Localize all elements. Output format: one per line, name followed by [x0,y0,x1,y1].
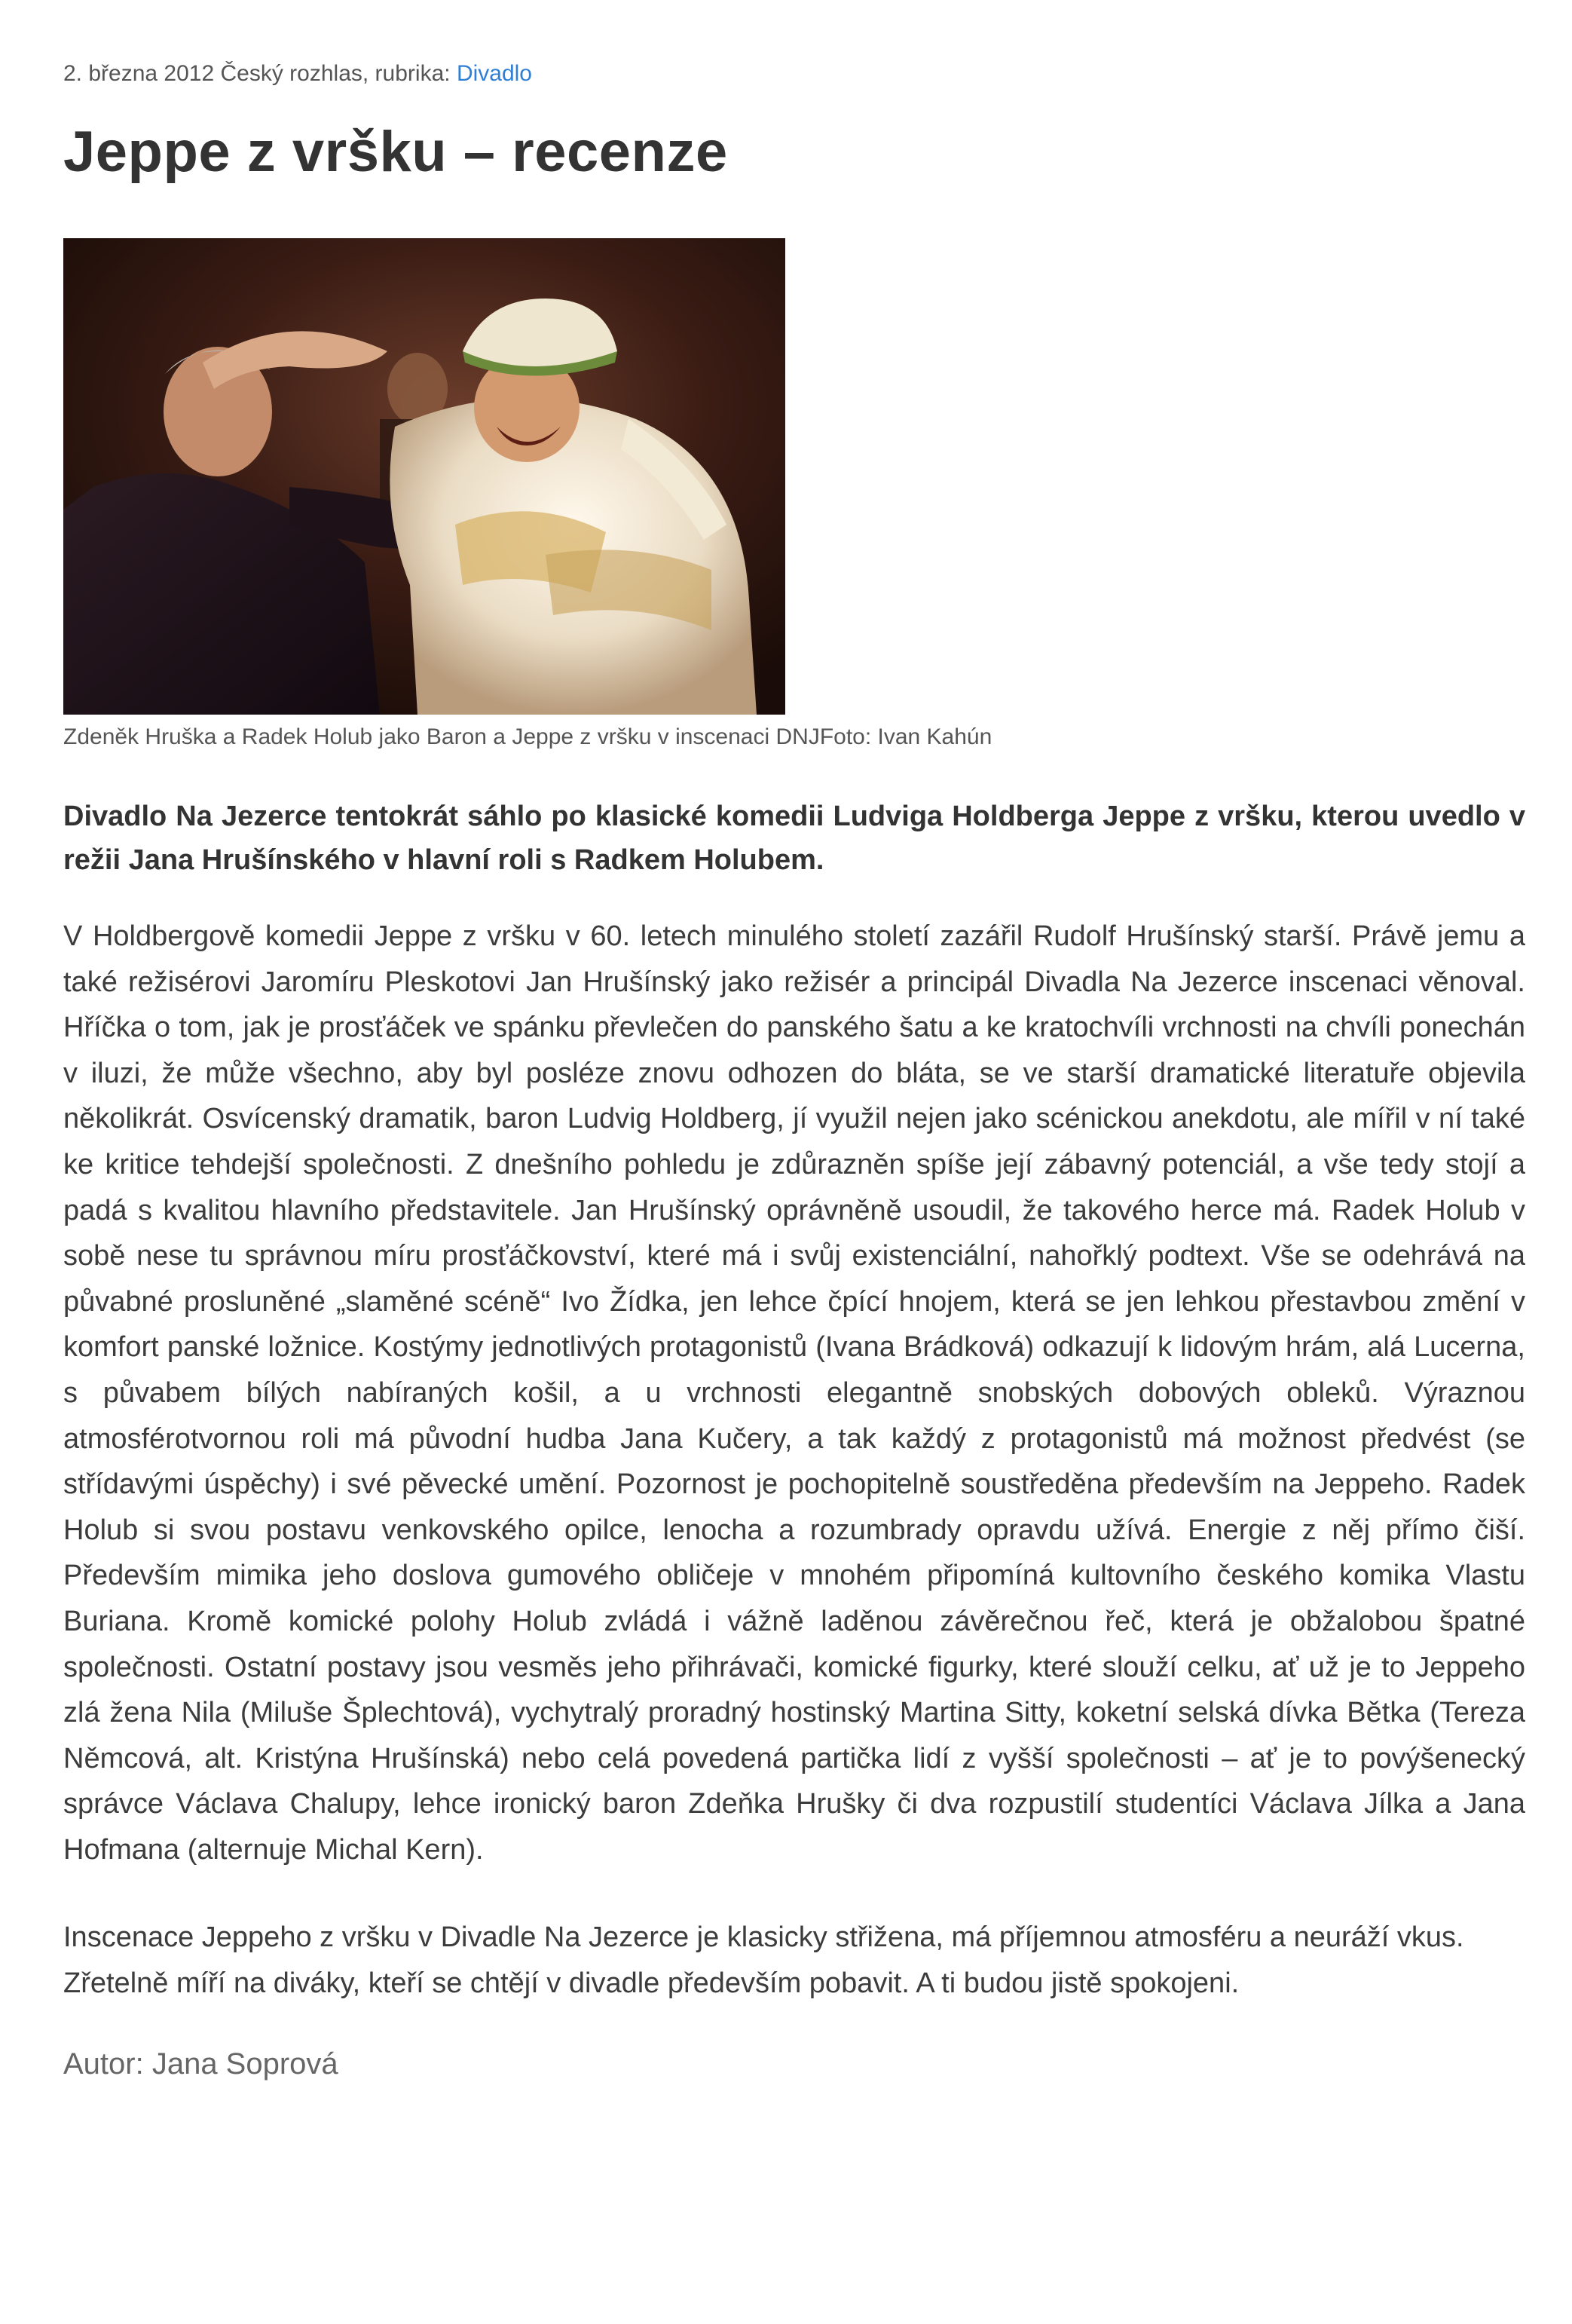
article-meta [63,59,1525,89]
article-closing: Inscenace Jeppeho z vršku v Divadle Na Jezerce je klasicky střižena, má příjemnou atmosféru a neuráží vkus. Zřetelně míří na diváky, kteří se chtějí v divadle především pobavit. A ti budou jistě spokojeni. [63,1921,1464,2000]
article-photo-figure [63,238,992,752]
theatre-photo [63,238,785,715]
article-author: Autor: Jana Soprová [63,2047,338,2081]
article-title: Jeppe z vršku – recenze [63,120,728,184]
photo-caption: Zdeněk Hruška a Radek Holub jako Baron a Jeppe z vršku v inscenaci DNJFoto: Ivan Kahún [63,724,992,749]
article-body: V Holdbergově komedii Jeppe z vršku v 60. letech minulého století zazářil Rudolf Hrušínský starší. Právě jemu a také režisérovi Jaromíru Pleskotovi Jan Hrušínský jako režisér a principál Divadla Na Jezerce inscenaci věnoval. Hříčka o tom, jak je prosťáček ve spánku převlečen do panského šatu a ke kratochvíli vrchnosti na chvíli ponechán v iluzi, že může všechno, aby byl posléze znovu odhozen do bláta, se ve starší dramatické literatuře objevila několikrát. Osvícenský dramatik, baron Ludvig Holdberg, jí využil nejen jako scénickou anekdotu, ale mířil v ní také ke kritice tehdejší společnosti. Z dnešního pohledu je zdůrazněn spíše její zábavný potenciál, a vše tedy stojí a padá s kvalitou hlavního představitele. Jan Hrušínský oprávněně usoudil, že takového herce má. Radek Holub v sobě nese tu správnou míru prosťáčkovství, které má i svůj existenciální, nahořklý podtext. Vše se odehrává na půvabné prosluněné „slaměné scéně“ Ivo Žídka, jen lehce čpící hnojem, která se jen lehkou přestavbou změní v komfort panské ložnice. Kostýmy jednotlivých protagonistů (Ivana Brádková) odkazují k lidovým hrám, alá Lucerna, s půvabem bílých nabíraných košil, a u vrchnosti elegantně snobských dobových obleků. Výraznou atmosférotvornou roli má původní hudba Jana Kučery, a tak každý z protagonistů má možnost předvést (se střídavými úspěchy) i své pěvecké umění. Pozornost je pochopitelně soustředěna především na Jeppeho. Radek Holub si svou postavu venkovského opilce, lenocha a rozumbrady opravdu užívá. Energie z něj přímo čiší. Především mimika jeho doslova gumového obličeje v mnohém připomíná kultovního českého komika Vlastu Buriana. Kromě komické polohy Holub zvládá i vážně laděnou závěrečnou řeč, která je obžalobou špatné společnosti. Ostatní postavy jsou vesměs jeho přihrávači, komické figurky, které slouží celku, ať už je to Jeppeho zlá žena Nila (Miluše Šplechtová), vychytralý proradný hostinský Martina Sitty, koketní selská dívka Bětka (Tereza Němcová, alt. Kristýna Hrušínská) nebo celá povedená partička lidí z vyšší společnosti – ať je to povýšenecký správce Václava Chalupy, lehce ironický baron Zdeňka Hrušky či dva rozpustilí studentíci Václava Jílka a Jana Hofmana (alternuje Michal Kern). [63,920,1525,1866]
article-lead: Divadlo Na Jezerce tentokrát sáhlo po klasické komedii Ludviga Holdberga Jeppe z vršku, kterou uvedlo v režii Jana Hrušínského v hlavní roli s Radkem Holubem. [63,801,1525,876]
date-source-text: 2. března 2012 Český rozhlas, rubrika: [63,61,457,86]
category-link[interactable]: Divadlo [456,61,532,86]
article-page [63,59,1525,2085]
